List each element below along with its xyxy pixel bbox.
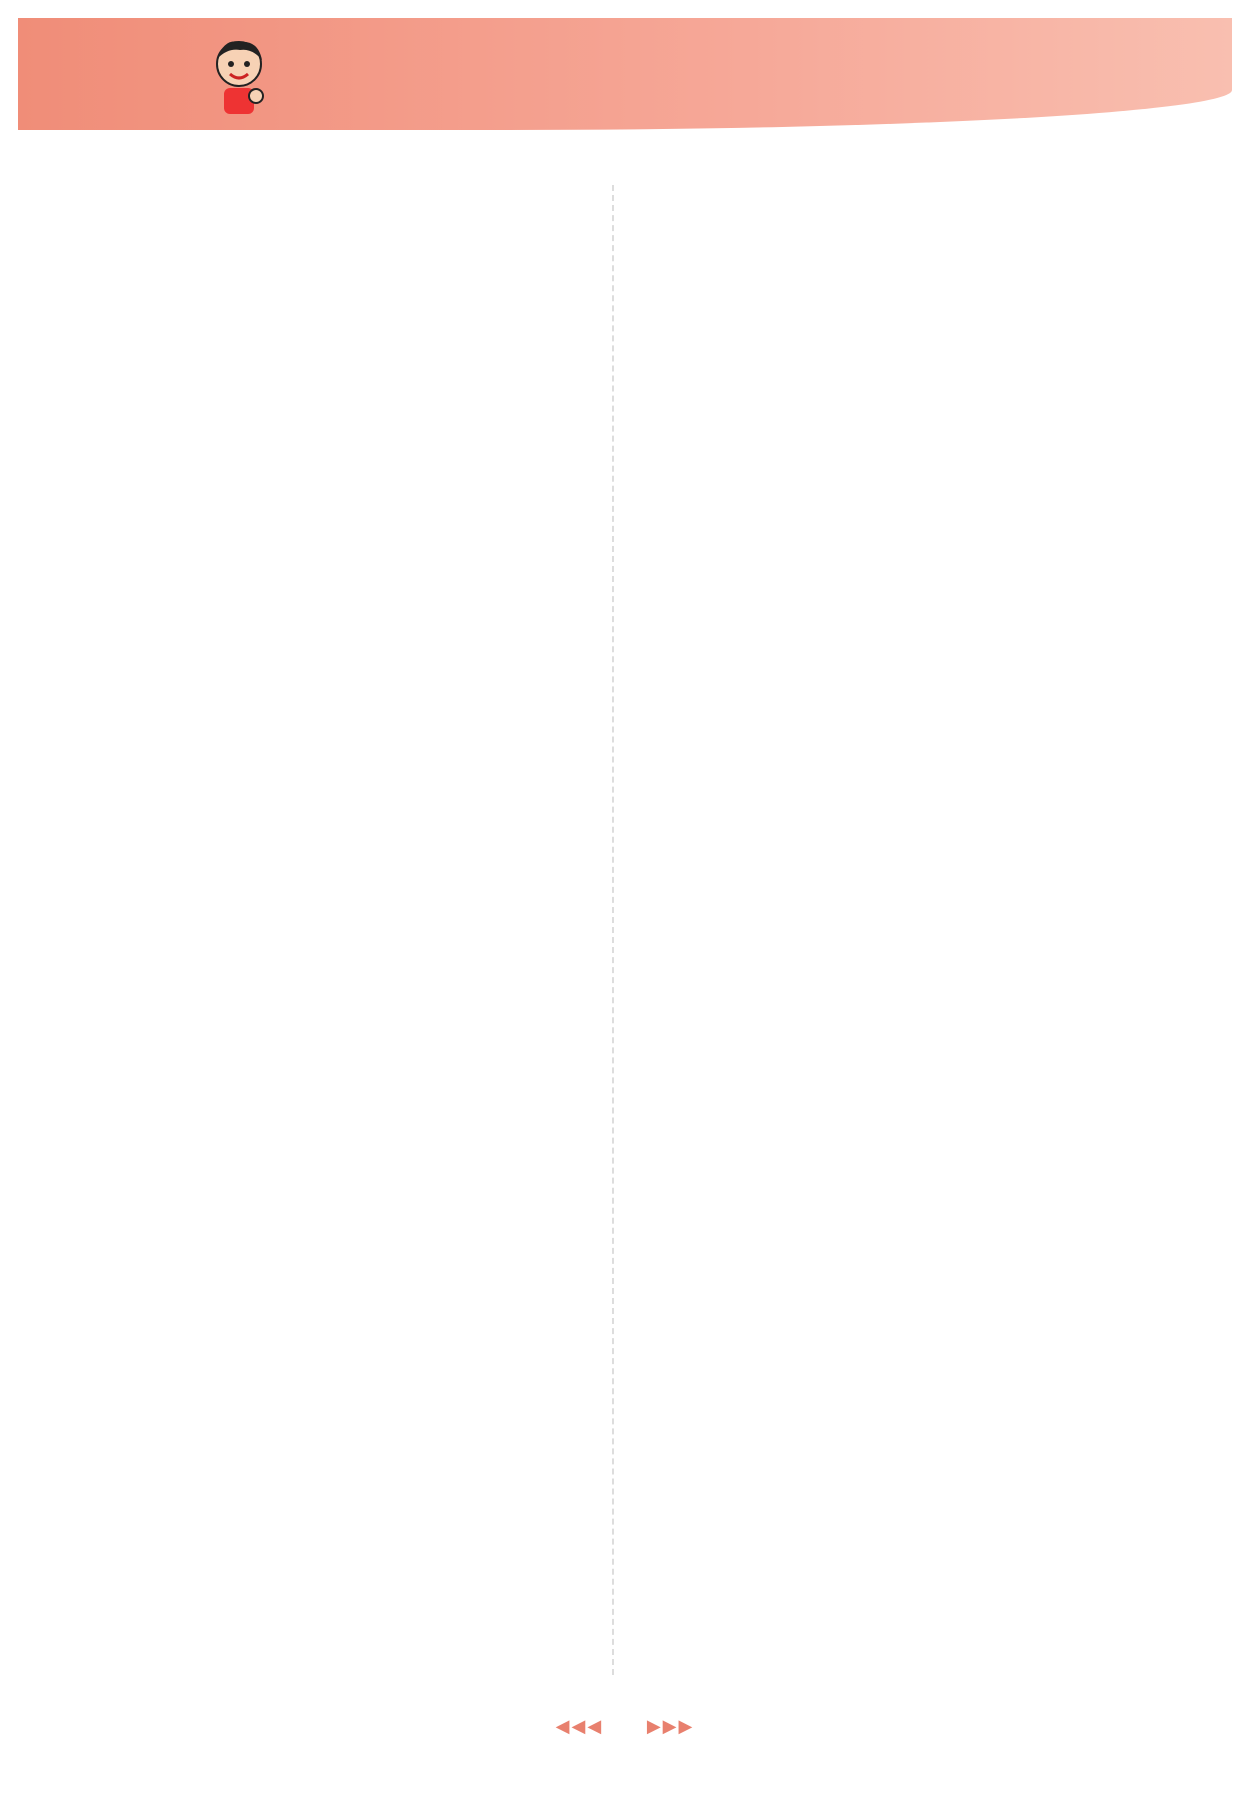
page-footer — [0, 1710, 1250, 1738]
prev-arrows-icon: ◀◀◀ — [555, 1716, 604, 1737]
next-arrows-icon: ▶▶▶ — [646, 1716, 695, 1737]
header-banner — [18, 18, 1232, 130]
mascot-icon — [210, 36, 268, 118]
column-divider — [612, 185, 614, 1675]
